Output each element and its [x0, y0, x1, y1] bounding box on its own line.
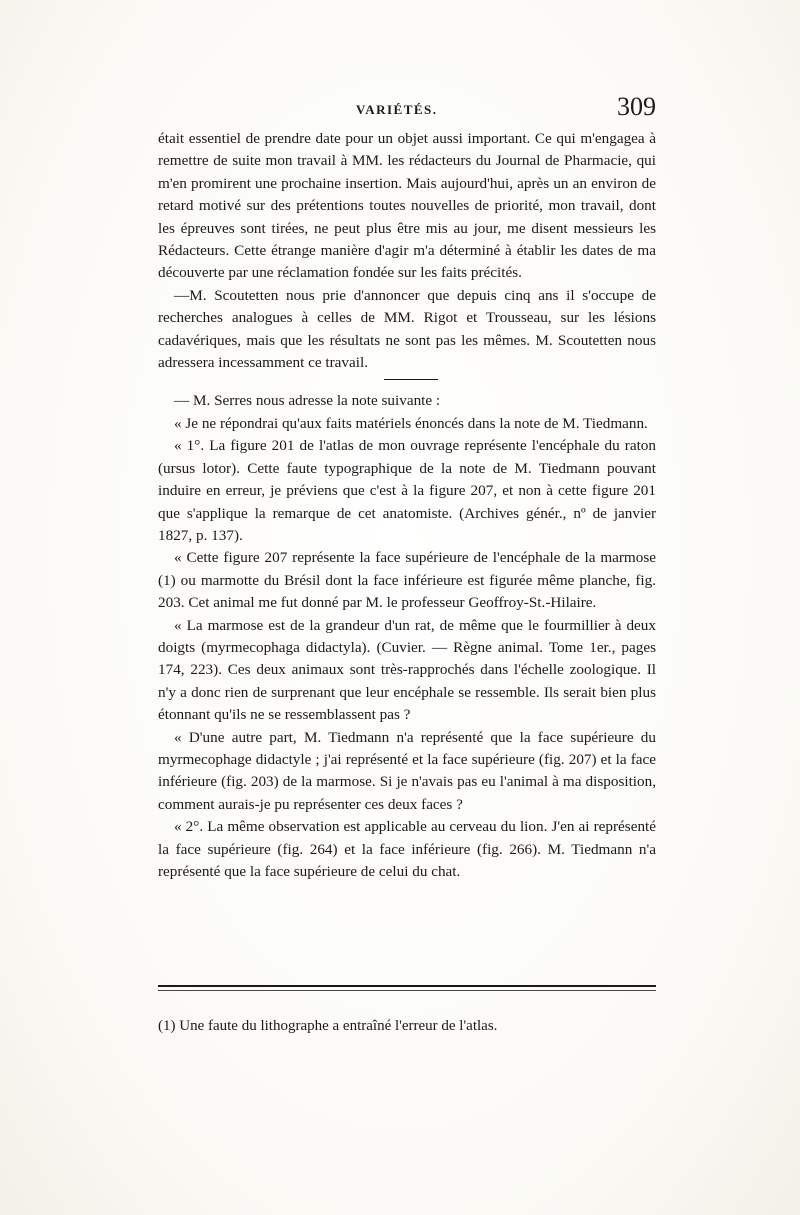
page-header: [158, 92, 656, 128]
paragraph-other-part: « D'une autre part, M. Tiedmann n'a représenté que la face supérieure du myrmecophage didactyle ; j'ai représenté et la face supérieure (fig. 207) et la face inférieure (fig. 203) de la marmose. Si je n'avais pas eu l'animal à ma disposition, comment aurais-je pu représenter ces deux faces ?: [158, 728, 656, 813]
page-number: 309: [617, 92, 656, 121]
paragraph-figure-207: « Cette figure 207 représente la face supérieure de l'encéphale de la marmose (1) ou marmotte du Brésil dont la face inférieure est figurée même planche, fig. 203. Cet animal me fut donné par M. le professeur Geoffroy-St.-Hilaire.: [158, 549, 656, 612]
section-divider: [384, 379, 438, 380]
paragraph-serres-intro: — M. Serres nous adresse la note suivante :: [174, 392, 441, 410]
footnote-rule-thin: [158, 990, 656, 991]
paragraph-marmose: « La marmose est de la grandeur d'un rat, de même que le fourmillier à deux doigts (myrmecophaga didactyla). (Cuvier. — Règne animal. Tome 1er., pages 174, 223). Ces deux animaux sont très-rapprochés dans l'échelle zoologique. Il n'y a donc rien de surprenant que leur encéphale se ressemble. Ils serait bien plus étonnant qu'ils ne se ressemblassent pas ?: [158, 616, 656, 724]
paragraph-point-2: « 2°. La même observation est applicable au cerveau du lion. J'en ai représenté la face supérieure (fig. 264) et la face inférieure (fig. 266). M. Tiedmann n'a représenté que la face supérieure de celui du chat.: [158, 818, 656, 880]
body-text: [158, 128, 656, 883]
footnote: (1) Une faute du lithographe a entraîné l'erreur de l'atlas.: [158, 1018, 498, 1034]
paragraph-reply-intro: « Je ne répondrai qu'aux faits matériels énoncés dans la note de M. Tiedmann.: [174, 414, 648, 432]
paragraph-priority-claim: était essentiel de prendre date pour un objet aussi important. Ce qui m'engagea à remettre de suite mon travail à MM. les rédacteurs du Journal de Pharmacie, qui m'en promirent une prochaine insertion. Mais aujourd'hui, après un an environ de retard motivé sur des prétentions toutes nouvelles de priorité, mon travail, dont les épreuves sont tirées, ne peut plus être mis au jour, me disent messieurs les Rédacteurs. Cette étrange manière d'agir m'a déterminé à établir les dates de ma découverte par une réclamation fondée sur les faits précités.: [158, 130, 656, 282]
running-head: VARIÉTÉS.: [356, 102, 438, 117]
paragraph-point-1: « 1°. La figure 201 de l'atlas de mon ouvrage représente l'encéphale du raton (ursus lotor). Cette faute typographique de la note de M. Tiedmann pouvant induire en erreur, je préviens que c'est à la figure 207, et non à cette figure 201 que s'applique la remarque de cet anatomiste. (Archives génér., nº de janvier 1827, p. 137).: [158, 437, 656, 544]
paragraph-scoutetten: —M. Scoutetten nous prie d'annoncer que depuis cinq ans il s'occupe de recherches analogues à celles de MM. Rigot et Trousseau, sur les lésions cadavériques, mais que les résultats ne sont pas les mêmes. M. Scoutetten nous adressera incessamment ce travail.: [158, 286, 656, 372]
footnote-rule: [158, 985, 656, 987]
